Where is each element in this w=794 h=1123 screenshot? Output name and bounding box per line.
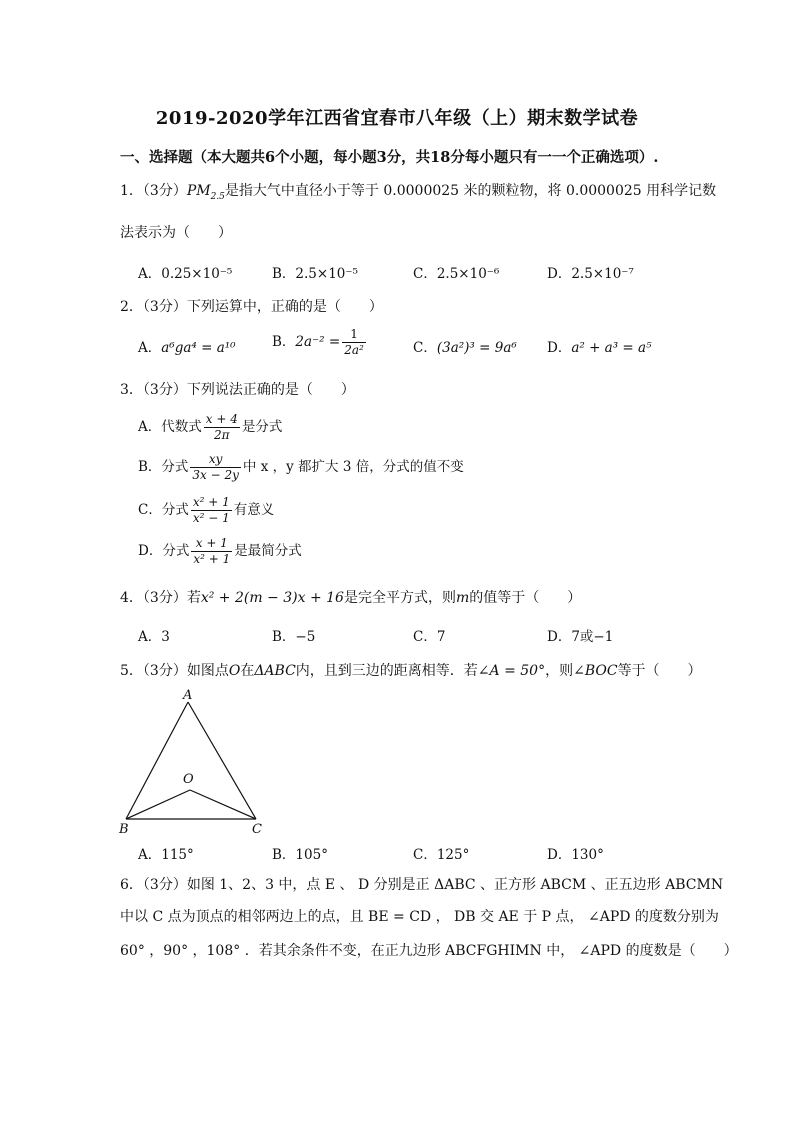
side-ab	[126, 702, 188, 819]
vertex-label-a: A	[183, 688, 193, 703]
point-label-o: O	[183, 772, 194, 787]
q5-option-c: C．125°	[413, 847, 470, 863]
q4-option-d: D．7或−1	[547, 629, 614, 645]
q2-option-b: B．2a⁻² = $\frac{1}{\text{2a²}}$	[272, 327, 364, 357]
question-1-line-1	[120, 180, 716, 202]
pm-symbol: PM	[186, 183, 211, 199]
question-2-text: 2．（3分）下列运算中，正确的是（ ）	[120, 299, 383, 315]
q2-option-d: D．a² + a³ = a⁵	[547, 340, 652, 356]
triangle-figure	[110, 685, 280, 840]
question-number: 1．（3分）	[120, 183, 187, 199]
fraction: $\frac{xy}{3x - 2y}$	[192, 452, 239, 482]
q1-option-b: B．2.5×10⁻⁵	[272, 266, 358, 282]
question-6-line-3: 60° ，90° ，108° ．若其余条件不变，在正九边形 ABCFGHIMN 中， ∠APD 的度数是（ ）	[120, 943, 738, 959]
q2-option-a: A．a⁶ga⁴ = a¹⁰	[138, 340, 236, 356]
pm-subscript: 2.5	[210, 191, 225, 202]
q1-option-a: A．0.25×10⁻⁵	[138, 266, 233, 282]
vertex-label-c: C	[252, 822, 262, 837]
question-text: 是指大气中直径小于等于 0.0000025 米的颗粒物，将 0.0000025 用科学记数	[224, 183, 717, 199]
section-heading: 一、选择题（本大题共6个小题，每小题3分，共18分每小题只有一一个正确选项）.	[120, 149, 659, 166]
q5-option-b: B．105°	[272, 847, 328, 863]
q3-option-d: D．分式 $\frac{x + 1}{\text{x² + 1}}$ 是最简分式	[138, 536, 302, 566]
q5-option-d: D．130°	[547, 847, 604, 863]
fraction: $\frac{x + 1}{\text{x² + 1}}$	[193, 536, 231, 566]
side-ac	[188, 702, 256, 819]
fraction: $\frac{\text{x² + 1}}{\text{x² − 1}}$	[192, 495, 230, 525]
q5-option-a: A．115°	[138, 847, 194, 863]
q4-option-c: C．7	[413, 629, 446, 645]
segment-oc	[190, 790, 256, 819]
question-5-text: 5．（3分）如图点O在ΔABC内，且到三边的距离相等．若∠A = 50°，则∠BOC等于（ ）	[120, 663, 702, 679]
question-3-text: 3．（3分）下列说法正确的是（ ）	[120, 382, 355, 398]
question-6-line-1: 6．（3分）如图 1、2、3 中，点 E 、 D 分别是正 ΔABC 、正方形 ABCM 、正五边形 ABCMN	[120, 877, 724, 893]
vertex-label-b: B	[119, 822, 129, 837]
q3-option-b: B．分式 $\frac{xy}{3x - 2y}$ 中 x ，y 都扩大 3 倍，分式的值不变	[138, 452, 464, 482]
question-6-line-2: 中以 C 点为顶点的相邻两边上的点，且 BE = CD ， DB 交 AE 于 P 点， ∠APD 的度数分别为	[120, 909, 719, 925]
page-title: 2019-2020学年江西省宜春市八年级（上）期末数学试卷	[155, 108, 639, 129]
q1-option-c: C．2.5×10⁻⁶	[413, 266, 500, 282]
q4-option-a: A．3	[138, 629, 170, 645]
fraction: $\frac{1}{\text{2a²}}$	[344, 327, 364, 357]
q3-option-a: A．代数式 $\frac{x + 4}{2\pi}$ 是分式	[138, 412, 283, 442]
q3-option-c: C．分式 $\frac{\text{x² + 1}}{\text{x² − 1}}$ 有意义	[138, 495, 275, 525]
question-1-line-2: 法表示为（ ）	[120, 225, 232, 241]
q4-option-b: B．−5	[272, 629, 316, 645]
segment-ob	[126, 790, 190, 819]
question-4-text: 4．（3分）若x² + 2(m − 3)x + 16是完全平方式，则m的值等于（ ）	[120, 590, 582, 606]
q2-option-c: C．(3a²)³ = 9a⁶	[413, 340, 517, 356]
q1-option-d: D．2.5×10⁻⁷	[547, 266, 634, 282]
fraction: $\frac{x + 4}{2\pi}$	[205, 412, 238, 442]
